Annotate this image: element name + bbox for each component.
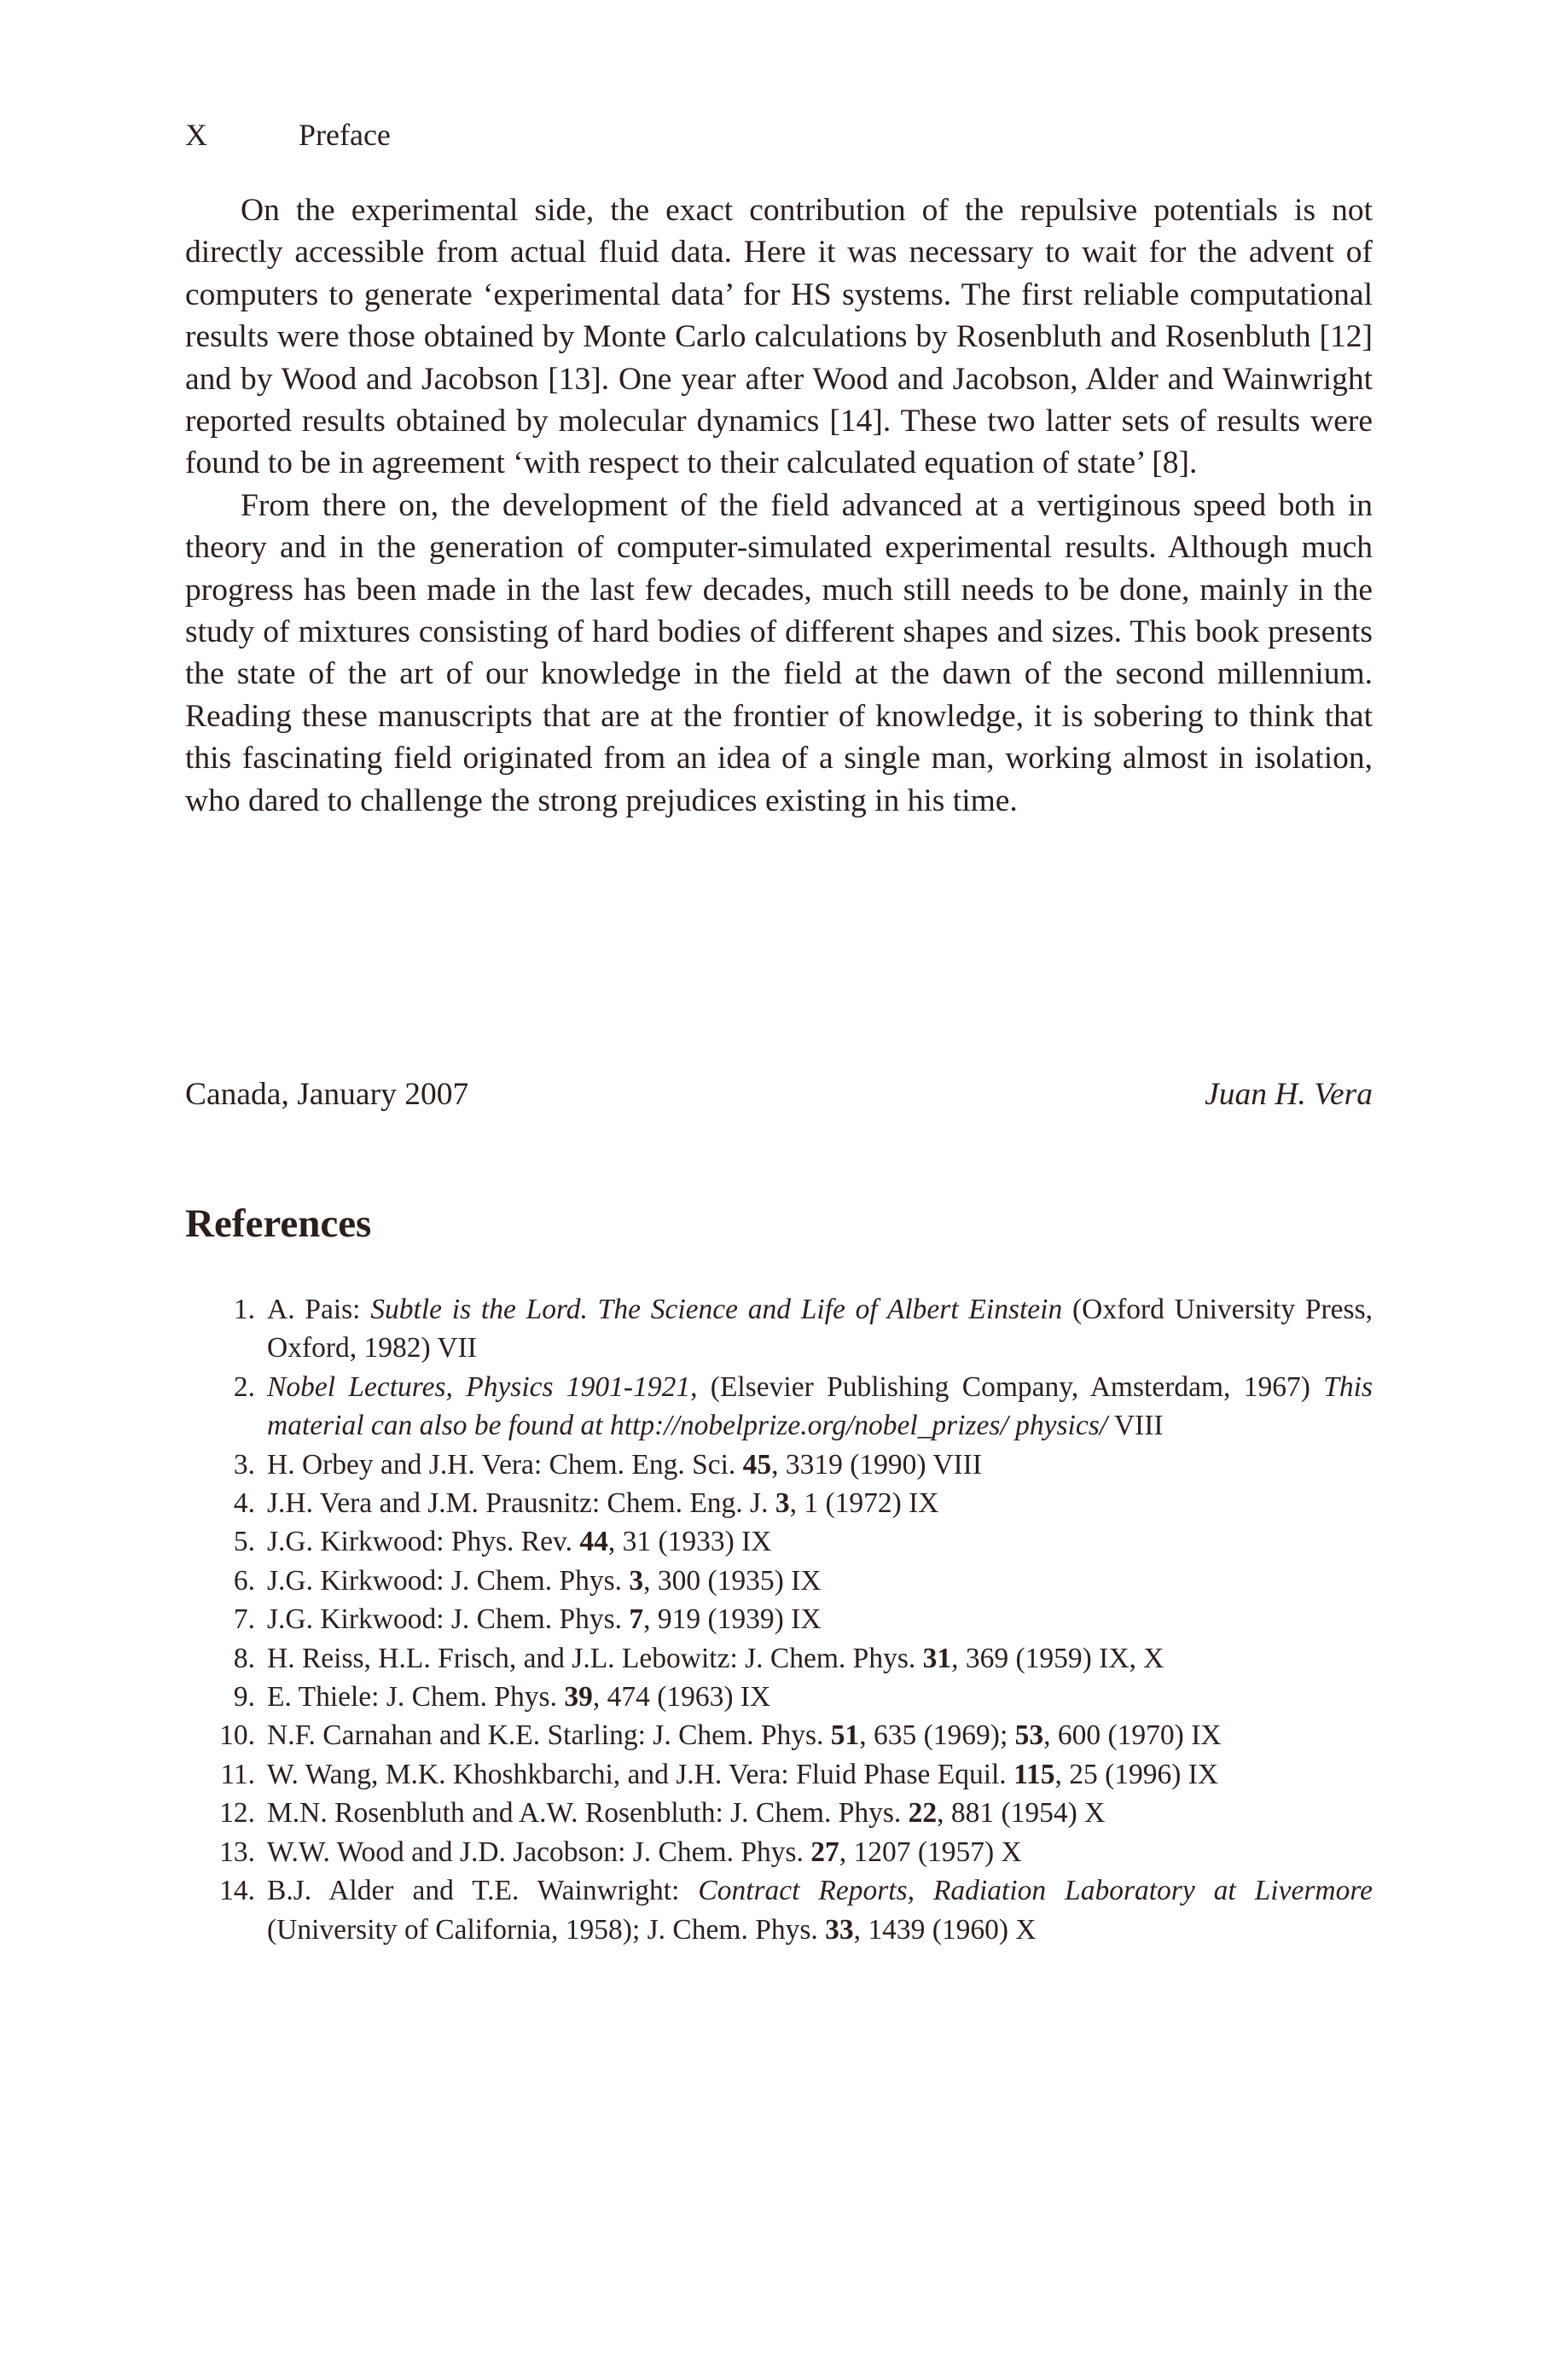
- reference-segment: , 1207 (1957) X: [839, 1836, 1022, 1868]
- reference-item: [185, 1484, 1373, 1522]
- reference-segment: 3: [775, 1487, 790, 1520]
- reference-segment: , 1439 (1960) X: [853, 1913, 1037, 1946]
- reference-segment: J.H. Vera and J.M. Prausnitz: Chem. Eng. J.: [267, 1487, 775, 1520]
- reference-segment: Nobel Lectures, Physics 1901-1921: [267, 1370, 691, 1403]
- reference-segment: VIII: [1107, 1410, 1164, 1442]
- reference-number: 6.: [233, 1564, 255, 1597]
- reference-segment: , 300 (1935) IX: [643, 1564, 822, 1597]
- reference-segment: 53: [1014, 1719, 1044, 1752]
- reference-segment: B.J. Alder and T.E. Wainwright:: [267, 1875, 699, 1907]
- reference-text: [255, 1794, 1373, 1832]
- reference-number: 13.: [219, 1836, 255, 1868]
- reference-number: 10.: [219, 1719, 255, 1752]
- reference-segment: , 1 (1972) IX: [789, 1487, 939, 1520]
- reference-number: 4.: [233, 1487, 255, 1520]
- reference-item: [185, 1716, 1373, 1754]
- reference-text: [255, 1755, 1373, 1794]
- reference-segment: 51: [830, 1719, 860, 1752]
- reference-segment: 115: [1013, 1758, 1055, 1790]
- reference-item: [185, 1833, 1373, 1871]
- running-title: Preface: [299, 118, 391, 152]
- author-name: Juan H. Vera: [1205, 1077, 1373, 1112]
- reference-text: [255, 1600, 1373, 1638]
- reference-segment: , 31 (1933) IX: [607, 1526, 772, 1558]
- reference-number: 5.: [233, 1526, 255, 1558]
- reference-number: 14.: [219, 1875, 255, 1907]
- reference-segment: Contract Reports, Radiation Laboratory at Livermore: [698, 1875, 1373, 1907]
- reference-segment: , 3319 (1990) VIII: [771, 1448, 982, 1481]
- reference-segment: This material can also be found at http://nobelprize.org/nobel_prizes/ physics/: [267, 1370, 1373, 1442]
- reference-segment: , 474 (1963) IX: [592, 1681, 771, 1713]
- reference-item: [185, 1290, 1373, 1368]
- reference-segment: , 919 (1939) IX: [643, 1603, 822, 1636]
- reference-segment: 3: [629, 1564, 644, 1597]
- reference-segment: N.F. Carnahan and K.E. Starling: J. Chem. Phys.: [267, 1719, 831, 1752]
- reference-segment: J.G. Kirkwood: J. Chem. Phys.: [267, 1603, 630, 1636]
- paragraph: From there on, the development of the field advanced at a vertiginous speed both in theory and in the generation of computer-simulated experimental results. Although much progress has been made in the last few decades, much still needs to be done, mainly in the study of mixtures consisting of hard bodies of different shapes and sizes. This book presents the state of the art of our knowledge in the field at the dawn of the second millennium. Reading these manuscripts that are at the frontier of knowledge, it is sobering to think that this fascinating field originated from an idea of a single man, working almost in isolation, who dared to challenge the strong prejudices existing in his time.: [185, 487, 1373, 818]
- reference-segment: , 600 (1970) IX: [1043, 1719, 1222, 1752]
- reference-text: [255, 1446, 1373, 1484]
- reference-segment: (University of California, 1958); J. Chem. Phys.: [267, 1913, 826, 1946]
- reference-text: [255, 1716, 1373, 1754]
- reference-segment: W. Wang, M.K. Khoshkbarchi, and J.H. Vera: Fluid Phase Equil.: [267, 1758, 1014, 1790]
- reference-text: [255, 1833, 1373, 1871]
- reference-segment: W.W. Wood and J.D. Jacobson: J. Chem. Phys.: [267, 1836, 811, 1868]
- reference-number: 11.: [220, 1758, 255, 1790]
- reference-number: 2.: [233, 1370, 255, 1403]
- reference-segment: , 635 (1969);: [859, 1719, 1015, 1752]
- reference-segment: , (Elsevier Publishing Company, Amsterdam, 1967): [690, 1370, 1324, 1403]
- page-number: X: [185, 118, 207, 152]
- reference-number: 1.: [233, 1294, 255, 1325]
- reference-segment: A. Pais:: [267, 1294, 371, 1325]
- reference-segment: M.N. Rosenbluth and A.W. Rosenbluth: J. Chem. Phys.: [267, 1797, 909, 1830]
- reference-item: [185, 1871, 1373, 1949]
- reference-text: [255, 1871, 1373, 1949]
- reference-text: [255, 1678, 1373, 1716]
- place-date: Canada, January 2007: [185, 1077, 469, 1112]
- preface-body: [185, 189, 1373, 822]
- reference-text: [255, 1290, 1373, 1368]
- reference-segment: 45: [742, 1448, 772, 1481]
- reference-number: 12.: [219, 1797, 255, 1830]
- reference-item: [185, 1562, 1373, 1600]
- reference-item: [185, 1639, 1373, 1678]
- reference-text: [255, 1639, 1373, 1678]
- signoff: [185, 1073, 1373, 1115]
- reference-item: [185, 1446, 1373, 1484]
- reference-item: [185, 1794, 1373, 1832]
- reference-segment: 22: [908, 1797, 938, 1830]
- references-heading: References: [185, 1201, 372, 1246]
- running-header: [185, 116, 391, 154]
- reference-segment: Subtle is the Lord. The Science and Life of Albert Einstein: [370, 1294, 1063, 1325]
- reference-list: [185, 1290, 1373, 1949]
- reference-segment: , 25 (1996) IX: [1054, 1758, 1219, 1790]
- reference-segment: H. Reiss, H.L. Frisch, and J.L. Lebowitz: J. Chem. Phys.: [267, 1642, 923, 1674]
- reference-item: [185, 1678, 1373, 1716]
- reference-segment: , 369 (1959) IX, X: [951, 1642, 1164, 1674]
- reference-number: 7.: [233, 1603, 255, 1636]
- paragraph: On the experimental side, the exact contribution of the repulsive potentials is not directly accessible from actual fluid data. Here it was necessary to wait for the advent of computers to generate ‘experimental data’ for HS systems. The first reliable computational results were those obtained by Monte Carlo calculations by Rosenbluth and Rosenbluth [12] and by Wood and Jacobson [13]. One year after Wood and Jacobson, Alder and Wainwright reported results obtained by molecular dynamics [14]. These two latter sets of results were found to be in agreement ‘with respect to their calculated equation of state’ [8].: [185, 193, 1373, 481]
- reference-number: 9.: [233, 1681, 255, 1713]
- reference-segment: E. Thiele: J. Chem. Phys.: [267, 1681, 565, 1713]
- reference-number: 8.: [233, 1642, 255, 1674]
- reference-segment: 33: [825, 1913, 854, 1946]
- reference-text: [255, 1484, 1373, 1522]
- reference-number: 3.: [233, 1448, 255, 1481]
- reference-text: [255, 1522, 1373, 1561]
- reference-item: [185, 1368, 1373, 1446]
- reference-segment: H. Orbey and J.H. Vera: Chem. Eng. Sci.: [267, 1448, 743, 1481]
- reference-text: [255, 1562, 1373, 1600]
- reference-segment: 31: [922, 1642, 952, 1674]
- reference-segment: (Oxford University Press, Oxford, 1982) VII: [267, 1294, 1373, 1364]
- reference-text: [255, 1368, 1373, 1446]
- reference-segment: 7: [629, 1603, 644, 1636]
- reference-item: [185, 1755, 1373, 1794]
- reference-segment: 39: [564, 1681, 593, 1713]
- reference-segment: J.G. Kirkwood: J. Chem. Phys.: [267, 1564, 630, 1597]
- reference-segment: 44: [579, 1526, 608, 1558]
- reference-segment: 27: [810, 1836, 839, 1868]
- reference-segment: , 881 (1954) X: [937, 1797, 1106, 1830]
- reference-segment: J.G. Kirkwood: Phys. Rev.: [267, 1526, 580, 1558]
- reference-item: [185, 1600, 1373, 1638]
- reference-item: [185, 1522, 1373, 1561]
